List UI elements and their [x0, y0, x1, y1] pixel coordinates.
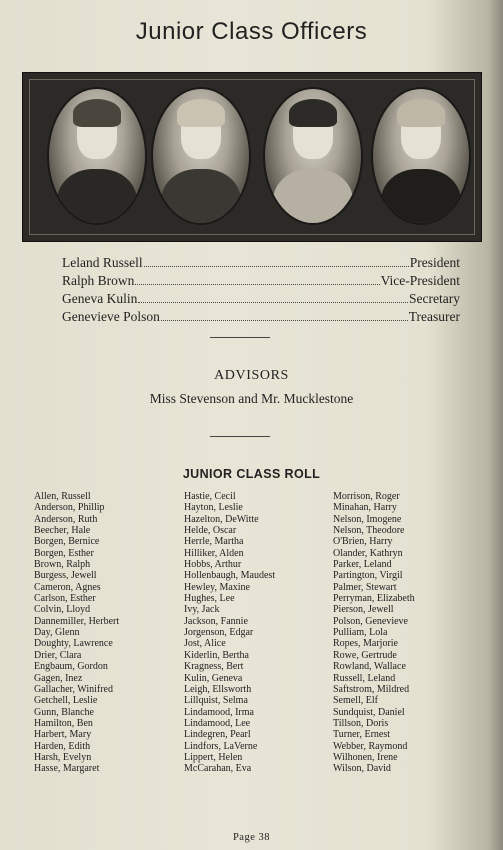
student-name: Saftstrom, Mildred [333, 683, 410, 695]
officer-row [62, 273, 460, 291]
student-name: Sundquist, Daniel [333, 706, 405, 718]
student-name: Russell, Leland [333, 672, 396, 684]
student-name: Allen, Russell [34, 491, 91, 502]
student-name: Hewley, Maxine [184, 581, 250, 593]
student-name: Ropes, Marjorie [333, 638, 398, 650]
student-name: Anderson, Phillip [34, 502, 105, 514]
student-name: Jost, Alice [184, 638, 226, 650]
student-name: Pulliam, Lola [333, 627, 388, 639]
student-name: Carlson, Esther [34, 593, 96, 605]
student-name: Beecher, Hale [34, 525, 91, 537]
student-name: Hamilton, Ben [34, 717, 93, 729]
officer-row [62, 291, 460, 309]
student-name: Helde, Oscar [184, 525, 237, 537]
portrait-photo [371, 87, 471, 225]
student-name: Nelson, Imogene [333, 513, 402, 525]
student-name: Perryman, Elizabeth [333, 593, 415, 605]
officer-photo-band [22, 72, 482, 242]
student-name: Nelson, Theodore [333, 525, 405, 537]
divider [210, 337, 270, 338]
student-name: Lindfors, LaVerne [184, 740, 258, 752]
student-name: Anderson, Ruth [34, 513, 98, 525]
student-name: Cameron, Agnes [34, 581, 101, 593]
student-name: Jorgenson, Edgar [184, 627, 254, 639]
student-name: Rowe, Gertrude [333, 649, 397, 661]
student-name: Day, Glenn [34, 627, 80, 639]
student-name: Hughes, Lee [184, 593, 235, 605]
student-name: Parker, Leland [333, 559, 392, 571]
officer-row [62, 255, 460, 273]
roll-heading: JUNIOR CLASS ROLL [182, 467, 321, 481]
portrait-photo [47, 87, 147, 225]
student-name: Hobbs, Arthur [184, 559, 242, 571]
student-name: Jackson, Fannie [184, 615, 248, 627]
student-name: Brown, Ralph [34, 559, 91, 571]
student-name: Webber, Raymond [333, 740, 408, 752]
divider [210, 436, 270, 437]
student-name: Hastie, Cecil [184, 491, 236, 502]
roll-column [184, 491, 275, 775]
student-name: Gunn, Blanche [34, 706, 94, 718]
student-name: Palmer, Stewart [333, 581, 397, 593]
page-number: Page 38 [232, 832, 271, 843]
student-name: Borgen, Esther [34, 547, 94, 559]
roll-column [34, 491, 119, 775]
advisors-names: Miss Stevenson and Mr. Mucklestone [149, 391, 354, 406]
student-name: Turner, Ernest [333, 729, 391, 741]
student-name: Hollenbaugh, Maudest [184, 570, 276, 582]
student-name: Burgess, Jewell [34, 570, 97, 582]
roll-column [333, 491, 415, 775]
student-name: Getchell, Leslie [34, 695, 98, 707]
student-name: Harsh, Evelyn [34, 751, 92, 763]
student-name: Colvin, Lloyd [34, 604, 91, 616]
student-name: Minahan, Harry [333, 502, 397, 514]
officer-row [62, 309, 460, 327]
officer-office: President [409, 255, 460, 270]
student-name: Gallacher, Winifred [34, 683, 113, 695]
student-name: Drier, Clara [34, 649, 82, 661]
student-name: Morrison, Roger [333, 491, 400, 502]
student-name: Gagen, Inez [34, 672, 83, 684]
officer-name: Ralph Brown [62, 273, 135, 288]
student-name: Harbert, Mary [34, 729, 92, 741]
student-name: Lindamood, Irma [184, 706, 254, 718]
student-name: Hasse, Margaret [34, 763, 100, 775]
student-name: Lindegren, Pearl [184, 729, 251, 741]
student-name: Leigh, Ellsworth [184, 683, 252, 695]
officer-name: Genevieve Polson [62, 309, 160, 324]
portrait-photo [151, 87, 251, 225]
student-name: Kulin, Geneva [184, 672, 243, 684]
officer-office: Treasurer [408, 309, 460, 324]
student-name: Engbaum, Gordon [34, 661, 108, 673]
student-name: Herrle, Martha [184, 536, 244, 548]
student-name: Kiderlin, Bertha [184, 649, 249, 661]
student-name: Hayton, Leslie [184, 502, 243, 514]
student-name: Ivy, Jack [184, 604, 220, 616]
student-name: McCarahan, Eva [184, 763, 252, 775]
student-name: Borgen, Bernice [34, 536, 100, 548]
student-name: Tillson, Doris [333, 717, 389, 729]
student-name: Lindamood, Lee [184, 717, 251, 729]
student-name: Harden, Edith [34, 740, 91, 752]
officer-name: Leland Russell [62, 255, 143, 270]
student-name: Hilliker, Alden [184, 547, 244, 559]
student-name: Polson, Genevieve [333, 615, 408, 627]
student-name: Olander, Kathryn [333, 547, 403, 559]
officer-name: Geneva Kulin [62, 291, 138, 306]
student-name: Lippert, Helen [184, 751, 243, 763]
portrait-photo [263, 87, 363, 225]
student-name: Wilson, David [333, 763, 391, 775]
student-name: Rowland, Wallace [333, 661, 406, 673]
officer-office: Vice-President [380, 273, 460, 288]
student-name: Wilhonen, Irene [333, 751, 398, 763]
page-title: Junior Class Officers [135, 18, 368, 45]
student-name: Pierson, Jewell [333, 604, 394, 616]
student-name: Lillquist, Selma [184, 695, 248, 707]
officer-office: Secretary [409, 291, 460, 306]
student-name: Semell, Elf [333, 695, 378, 707]
student-name: O'Brien, Harry [333, 536, 393, 548]
student-name: Hazelton, DeWitte [184, 513, 259, 525]
student-name: Partington, Virgil [333, 570, 403, 582]
student-name: Dannemiller, Herbert [34, 615, 120, 627]
student-name: Kragness, Bert [184, 661, 244, 673]
officers-list [62, 255, 460, 327]
advisors-heading: ADVISORS [214, 368, 289, 383]
student-name: Doughty, Lawrence [34, 638, 113, 650]
